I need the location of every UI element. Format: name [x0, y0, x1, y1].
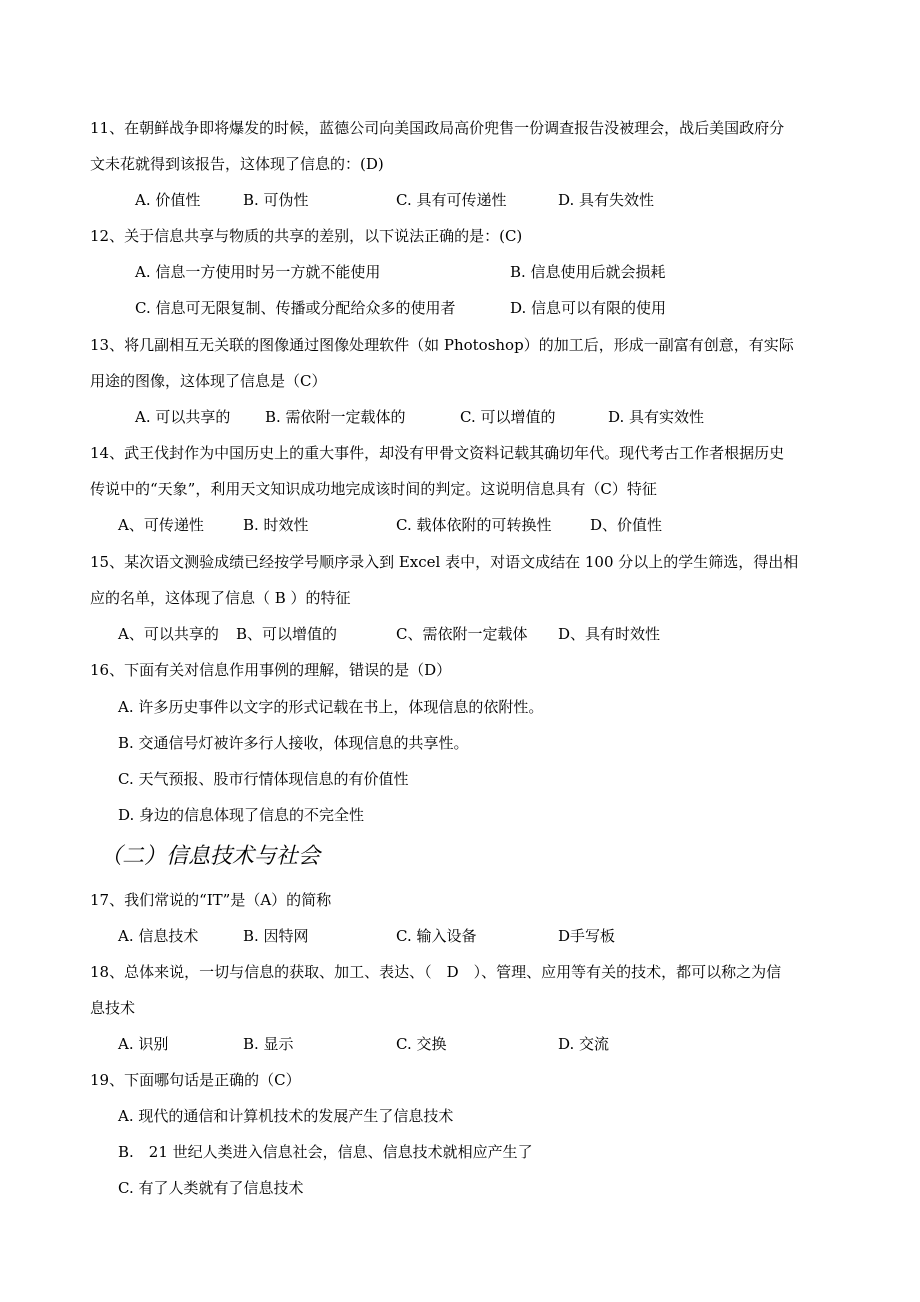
q17-option-b: B. 因特网: [243, 927, 309, 945]
q15-stem-line2: 应的名单，这体现了信息（ B ）的特征: [90, 589, 351, 607]
q13-option-b: B. 需依附一定载体的: [265, 408, 406, 426]
q14-option-d: D、价值性: [590, 516, 663, 534]
q13-option-a: A. 可以共享的: [135, 408, 231, 426]
q15-option-b: B、可以增值的: [236, 625, 338, 643]
q12-option-c: C. 信息可无限复制、传播或分配给众多的使用者: [135, 299, 456, 317]
q12-option-a: A. 信息一方使用时另一方就不能使用: [135, 263, 381, 281]
q17-option-a: A. 信息技术: [118, 927, 199, 945]
q18-option-b: B. 显示: [243, 1035, 294, 1053]
q13-option-d: D. 具有实效性: [608, 408, 705, 426]
q18-option-c: C. 交换: [396, 1035, 447, 1053]
q11-option-c: C. 具有可传递性: [396, 191, 507, 209]
q15-option-d: D、具有时效性: [558, 625, 661, 643]
q12-option-d: D. 信息可以有限的使用: [510, 299, 667, 317]
q18-stem-line2: 息技术: [90, 999, 136, 1017]
q15-option-a: A、可以共享的: [118, 625, 219, 643]
q19-option-a: A. 现代的通信和计算机技术的发展产生了信息技术: [118, 1107, 454, 1125]
q18-option-d: D. 交流: [558, 1035, 610, 1053]
q17-option-d: D手写板: [558, 927, 616, 945]
section-heading: （二）信息技术与社会: [100, 844, 321, 869]
q16-option-c: C. 天气预报、股市行情体现信息的有价值性: [118, 770, 409, 788]
q18-option-a: A. 识别: [118, 1035, 169, 1053]
q14-option-c: C. 载体依附的可转换性: [396, 516, 552, 534]
q17-stem-line1: 17、我们常说的“IT”是（A）的简称: [90, 891, 332, 909]
q17-option-c: C. 输入设备: [396, 927, 477, 945]
q16-option-a: A. 许多历史事件以文字的形式记载在书上，体现信息的依附性。: [118, 698, 544, 716]
q11-option-b: B. 可伪性: [243, 191, 309, 209]
q14-stem-line1: 14、武王伐封作为中国历史上的重大事件，却没有甲骨文资料记载其确切年代。现代考古工作者根据历史: [90, 444, 785, 462]
q19-option-c: C. 有了人类就有了信息技术: [118, 1179, 304, 1197]
q13-stem-line2: 用途的图像，这体现了信息是（C）: [90, 372, 327, 390]
q15-stem-line1: 15、某次语文测验成绩已经按学号顺序录入到 Excel 表中，对语文成结在 100 分以上的学生筛选，得出相: [90, 553, 799, 571]
q18-stem-line1: 18、总体来说，一切与信息的获取、加工、表达、（ D ）、管理、应用等有关的技术，都可以称之为信: [90, 963, 782, 981]
q12-option-b: B. 信息使用后就会损耗: [510, 263, 666, 281]
q16-option-b: B. 交通信号灯被许多行人接收，体现信息的共享性。: [118, 734, 469, 752]
q13-stem-line1: 13、将几副相互无关联的图像通过图像处理软件（如 Photoshop）的加工后，形成一副富有创意，有实际: [90, 336, 794, 354]
q11-stem-line2: 文未花就得到该报告，这体现了信息的：(D): [90, 155, 384, 173]
q16-option-d: D. 身边的信息体现了信息的不完全性: [118, 806, 365, 824]
q14-option-a: A、可传递性: [118, 516, 204, 534]
q11-option-d: D. 具有失效性: [558, 191, 655, 209]
q14-stem-line2: 传说中的“天象”，利用天文知识成功地完成该时间的判定。这说明信息具有（C）特征: [90, 480, 657, 498]
q19-option-b: B. 21 世纪人类进入信息社会，信息、信息技术就相应产生了: [118, 1143, 533, 1161]
q15-option-c: C、需依附一定载体: [396, 625, 528, 643]
q13-option-c: C. 可以增值的: [460, 408, 556, 426]
q12-stem-line1: 12、关于信息共享与物质的共享的差别，以下说法正确的是：(C): [90, 227, 523, 245]
q19-stem-line1: 19、下面哪句话是正确的（C）: [90, 1071, 301, 1089]
q11-stem-line1: 11、在朝鲜战争即将爆发的时候，蓝德公司向美国政局高价兜售一份调查报告没被理会，战后美国政府分: [90, 119, 785, 137]
q16-stem-line1: 16、下面有关对信息作用事例的理解，错误的是（D）: [90, 661, 452, 679]
q11-option-a: A. 价值性: [135, 191, 201, 209]
q14-option-b: B. 时效性: [243, 516, 309, 534]
